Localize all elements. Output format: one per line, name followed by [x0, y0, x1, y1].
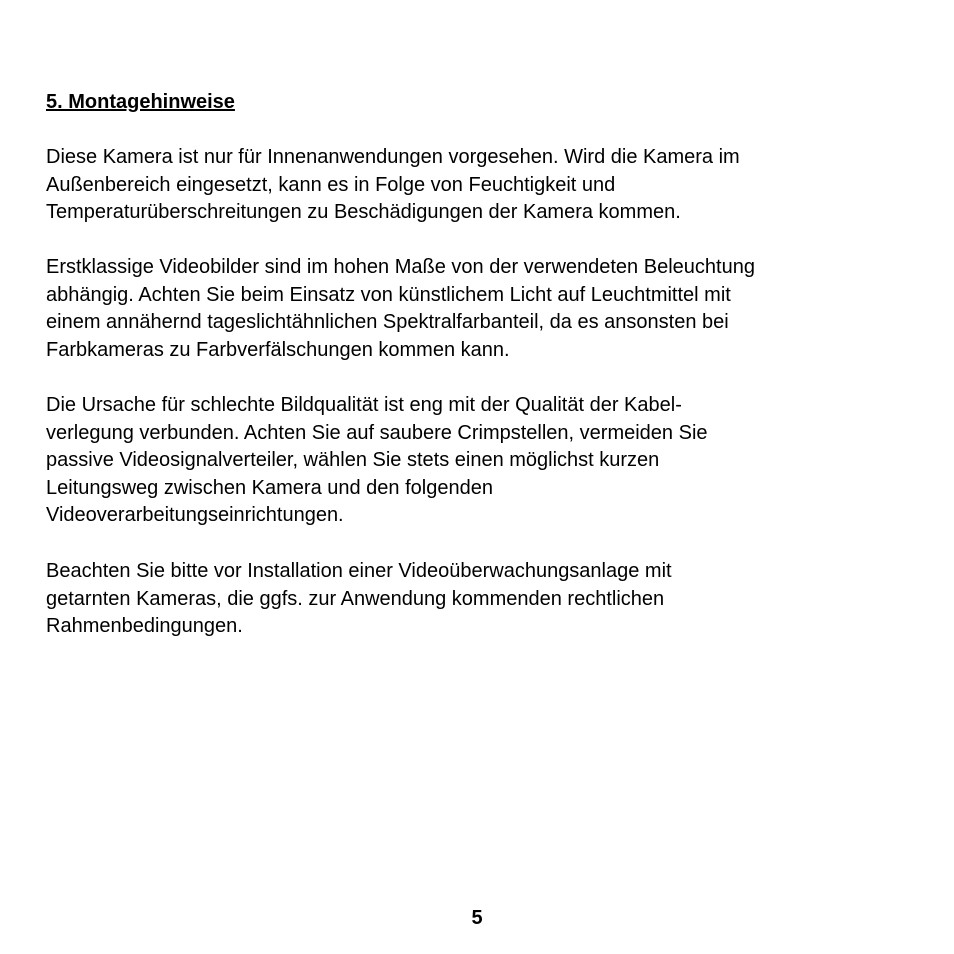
paragraph-line: getarnten Kameras, die ggfs. zur Anwendung kommenden rechtlichen — [46, 587, 665, 610]
paragraph-line: Rahmenbedingungen. — [46, 615, 243, 638]
paragraph-line: passive Videosignalverteiler, wählen Sie stets einen möglichst kurzen — [46, 449, 660, 472]
paragraph-line: Diese Kamera ist nur für Innenanwendungen vorgesehen. Wird die Kamera im — [46, 146, 740, 168]
paragraph-line: abhängig. Achten Sie beim Einsatz von künstlichem Licht auf Leuchtmittel mit — [46, 283, 731, 306]
paragraph-lighting — [46, 254, 755, 364]
section-heading: 5. Montagehinweise — [46, 91, 235, 113]
paragraph-line: Temperaturüberschreitungen zu Beschädigungen der Kamera kommen. — [46, 201, 681, 224]
paragraph-line: Außenbereich eingesetzt, kann es in Folge von Feuchtigkeit und — [46, 173, 616, 196]
paragraph-line: Die Ursache für schlechte Bildqualität ist eng mit der Qualität der Kabel- — [46, 394, 682, 416]
paragraph-line: Beachten Sie bitte vor Installation einer Videoüberwachungsanlage mit — [46, 560, 672, 582]
paragraph-legal — [46, 558, 672, 641]
paragraph-line: verlegung verbunden. Achten Sie auf saubere Crimpstellen, vermeiden Sie — [46, 421, 708, 444]
paragraph-line: Videoverarbeitungseinrichtungen. — [46, 504, 344, 527]
paragraph-indoor-use — [46, 144, 740, 227]
paragraph-line: einem annähernd tageslichtähnlichen Spektralfarbanteil, da es ansonsten bei — [46, 311, 729, 334]
paragraph-line: Erstklassige Videobilder sind im hohen Maße von der verwendeten Beleuchtung — [46, 256, 755, 278]
paragraph-line: Leitungsweg zwischen Kamera und den folgenden — [46, 476, 493, 499]
paragraph-cabling — [46, 392, 708, 530]
page-number: 5 — [471, 907, 483, 929]
paragraph-line: Farbkameras zu Farbverfälschungen kommen kann. — [46, 338, 510, 361]
